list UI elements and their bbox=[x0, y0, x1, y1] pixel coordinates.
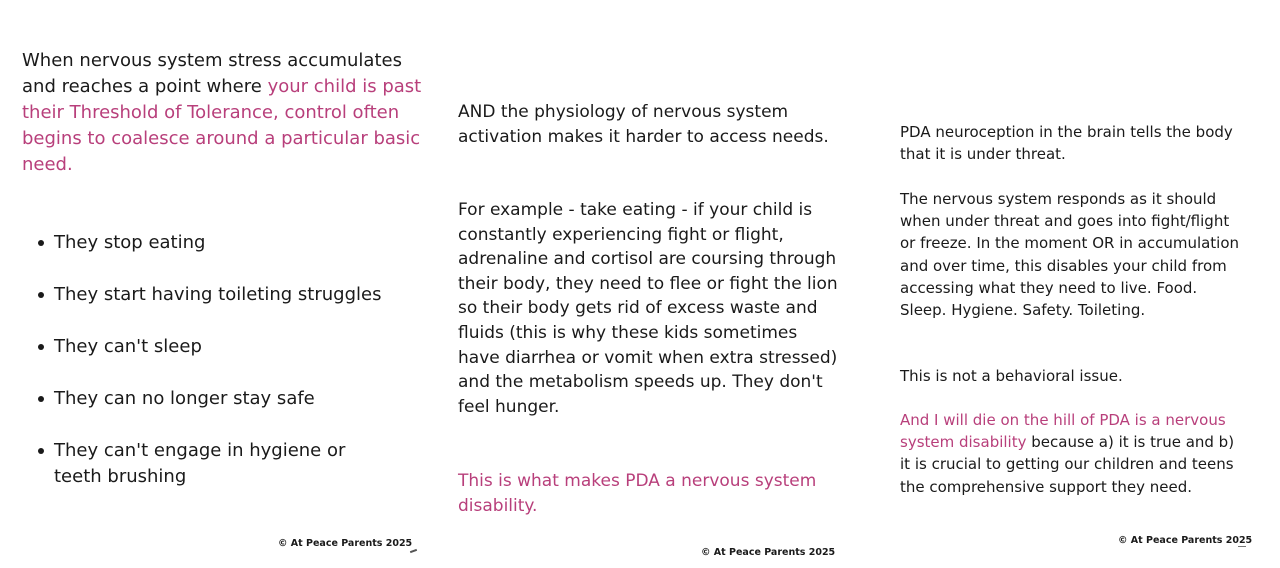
eating-example-paragraph: For example - take eating - if your child is constantly experiencing fight or flight, adrenaline and cortisol are coursing through their body, they need to flee or fight the lion so their body gets rid of excess waste and fluids (this is why these kids sometimes have diarrhea or vomit when extra stressed) and the metabolism speeds up. They don't feel hunger. bbox=[458, 200, 838, 417]
list-item: They can no longer stay safe bbox=[38, 386, 398, 412]
closing-highlight-text: And I will die on the hill of PDA is a nervous system disability bbox=[900, 411, 1226, 452]
nervous-system-paragraph: The nervous system responds as it should when under threat and goes into fight/flight or freeze. In the moment OR in accumulation and over time, this disables your child from accessing what they need to live. Food. Sleep. Hygiene. Safety. Toileting. bbox=[900, 190, 1240, 320]
neuroception-paragraph: PDA neuroception in the brain tells the body that it is under threat. bbox=[900, 123, 1233, 164]
basic-needs-list bbox=[38, 230, 398, 516]
corner-mark bbox=[1238, 546, 1246, 547]
copyright-notice: © At Peace Parents 2025 bbox=[1118, 535, 1253, 546]
not-behavioral-paragraph: This is not a behavioral issue. bbox=[900, 367, 1123, 385]
intro-paragraph bbox=[22, 48, 422, 178]
intro-text: When nervous system stress accumulates and reaches a point where bbox=[22, 50, 402, 97]
closing-text: because a) it is true and b) it is crucial to getting our children and teens the comprehensive support they need. bbox=[900, 433, 1235, 496]
corner-mark bbox=[410, 549, 417, 553]
intro-highlight-text: your child is past their Threshold of Tolerance, control often begins to coalesce around a particular basic need. bbox=[22, 76, 422, 175]
list-item: They stop eating bbox=[38, 230, 398, 256]
list-item: They can't engage in hygiene or teeth brushing bbox=[38, 438, 398, 490]
list-item: They can't sleep bbox=[38, 334, 398, 360]
slide-panel-3 bbox=[880, 0, 1280, 568]
list-item: They start having toileting struggles bbox=[38, 282, 398, 308]
slide-panel-2 bbox=[440, 0, 880, 568]
slide-panel-1 bbox=[0, 0, 440, 568]
disability-statement: This is what makes PDA a nervous system disability. bbox=[458, 471, 817, 516]
closing-paragraph bbox=[900, 409, 1240, 498]
physiology-paragraph: AND the physiology of nervous system activation makes it harder to access needs. bbox=[458, 102, 829, 147]
copyright-notice: © At Peace Parents 2025 bbox=[278, 538, 413, 549]
copyright-notice: © At Peace Parents 2025 bbox=[701, 547, 836, 558]
